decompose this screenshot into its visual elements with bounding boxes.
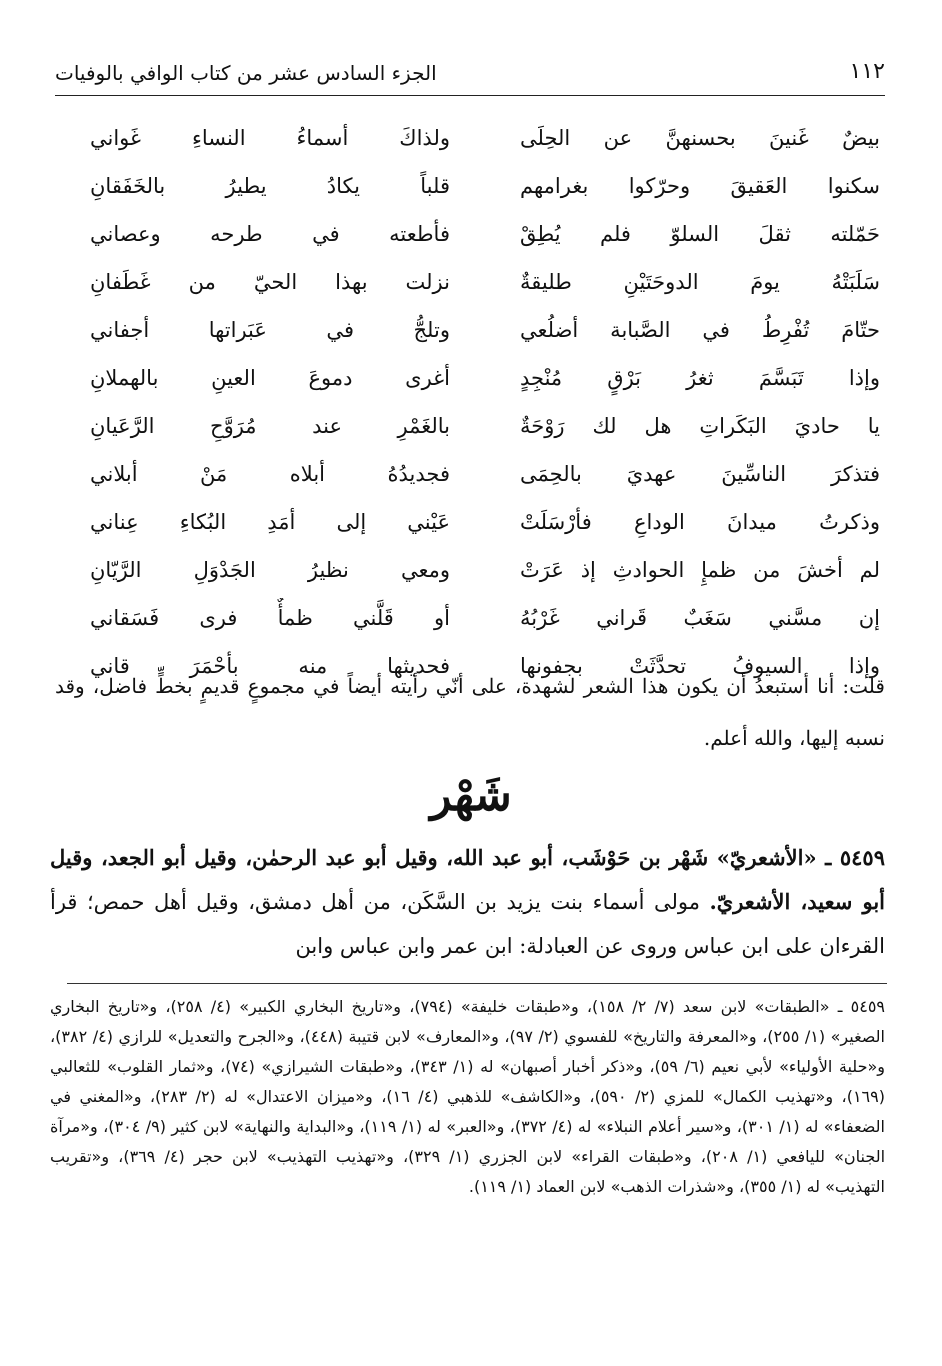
verse-first-hemistich: يا حاديَ البَكَراتِ هل لك رَوْحَةٌ [520,414,880,438]
poem-verse [50,310,880,358]
verse-second-hemistich: نزلت بهذا الحيّ من غَطَفانِ [90,270,450,294]
verse-first-hemistich: لم أخشَ من ظمإِ الحوادثِ إذ عَرَتْ [520,558,880,582]
verse-first-hemistich: سكنوا العَقيقَ وحرّكوا بغرامهم [520,174,880,198]
verse-second-hemistich: فأطعته في طرحه وعصاني [90,222,450,246]
verse-second-hemistich: قلباً يكادُ يطيرُ بالخَفَقانِ [90,174,450,198]
verse-second-hemistich: عَيْني إلى أمَدِ البُكاءِ عِناني [90,510,450,534]
poem-verse [50,598,880,646]
verse-second-hemistich: ومعي نظيرُ الجَدْوَلِ الرَّيّانِ [90,558,450,582]
verse-first-hemistich: حتّامَ تُفْرِطُ في الصَّبابة أضلُعي [520,318,880,342]
verse-first-hemistich: وذكرتُ ميدانَ الوداعِ فأرْسَلَتْ [520,510,880,534]
verse-second-hemistich: أغرى دموعَ العينِ بالهملانِ [90,366,450,390]
poem-verse [50,262,880,310]
poem-verse [50,166,880,214]
verse-first-hemistich: بيضٌ غَنينَ بحسنهنَّ عن الحِلَى [520,126,880,150]
verse-first-hemistich: وإذا السيوفُ تحدَّثَتْ بجفونها [520,654,880,678]
section-heading: شَهْر [430,770,512,821]
verse-second-hemistich: فحديثها منه بأحْمَرَ قاني [90,654,450,678]
poem-verse [50,454,880,502]
running-header [55,55,885,96]
poem-verse [50,214,880,262]
footnote-divider [67,983,887,984]
verse-first-hemistich: سَلَبَتْهُ يومَ الدوحَتَيْنِ طليقةٌ [520,270,880,294]
verse-second-hemistich: وتلجُّ في عَبَراتها أجفاني [90,318,450,342]
verse-first-hemistich: وإذا تَبَسَّمَ ثغرُ بَرْقٍ مُنْجِدٍ [520,366,880,390]
poem-verse [50,502,880,550]
verse-second-hemistich: بالغَمْرِ عند مُرَوَّحِ الرَّعَيانِ [90,414,450,438]
verse-second-hemistich: أو قَلَّني ظمأٌ فرى فَسَقاني [90,606,450,630]
editor-note: قلت: أنا أستبعدُ أن يكون هذا الشعر لشهدة، على أنّي رأيته أيضاً في مجموعٍ قديمٍ بخطٍّ فاضل، وقد نسبه إليها، والله أعلم. [55,674,885,750]
running-title: الجزء السادس عشر من كتاب الوافي بالوفيات [55,61,437,85]
poem-verse [50,406,880,454]
page-number: ١١٢ [849,59,885,84]
entry-body: مولى أسماء بنت يزيد بن السَّكَن، من أهل دمشق، وقيل أهل حمص؛ قرأ القرءان على ابن عباس وروى عن العبادلة: ابن عمر وابن عباس وابن [50,890,885,958]
poem-verse [50,118,880,166]
verse-second-hemistich: ولذاكَ أسماءُ النساءِ غَواني [90,126,450,150]
poem [50,118,880,694]
poem-verse [50,550,880,598]
footnote: ٥٤٥٩ ـ «الطبقات» لابن سعد (٧/ ٢/ ١٥٨)، و«طبقات خليفة» (٧٩٤)، و«تاريخ البخاري الكبير» (٤/ ٢٥٨)، و«تاريخ البخاري الصغير» (١/ ٢٥٥)، و«المعرفة والتاريخ» للفسوي (٢/ ٩٧)، و«المعارف» لابن قتيبة (٤٤٨)، و«الجرح والتعديل» للرازي (٤/ ٣٨٢)، و«حلية الأولياء» لأبي نعيم (٦/ ٥٩)، و«ذكر أخبار أصبهان» له (١/ ٣٤٣)، و«طبقات الشيرازي» (٧٤)، و«ثمار القلوب» للثعالبي (١٦٩)، و«تهذيب الكمال» للمزي (٢/ ٥٩٠)، و«الكاشف» للذهبي (٤/ ١٦)، و«ميزان الاعتدال» له (٢/ ٢٨٣)، و«المغني في الضعفاء» له (١/ ٣٠١)، و«سير أعلام النبلاء» له (٤/ ٣٧٢)، و«العبر» له (١/ ١١٩)، و«البداية والنهاية» لابن كثير (٩/ ٣٠٤)، و«مرآة الجنان» لليافعي (١/ ٢٠٨)، و«طبقات القراء» لابن الجزري (١/ ٣٢٩)، و«تهذيب التهذيب» لابن حجر (٤/ ٣٦٩)، و«تقريب التهذيب» له (١/ ٣٥٥)، و«شذرات الذهب» لابن العماد (١/ ١١٩). [50,997,886,1196]
verse-first-hemistich: حَمّلته ثقلَ السلوّ فلم يُطِقْ [520,222,880,246]
verse-second-hemistich: فجديدُهُ أبلاه مَنْ أبلاني [90,462,450,486]
biography-entry [50,836,885,968]
verse-first-hemistich: فتذكرَ الناسِّينَ عهديَ بالحِمَى [520,462,880,486]
entry-lead: ٥٤٥٩ ـ «الأشعريّ» شَهْر بن حَوْشَب، أبو عبد الله، وقيل أبو عبد الرحمٰن، وقيل أبو الجعد، وقيل أبو سعيد، الأشعريّ. [50,845,885,914]
verse-first-hemistich: إن مسَّني سَغَبٌ قَراني غَرْبُهُ [520,606,880,630]
poem-verse [50,358,880,406]
